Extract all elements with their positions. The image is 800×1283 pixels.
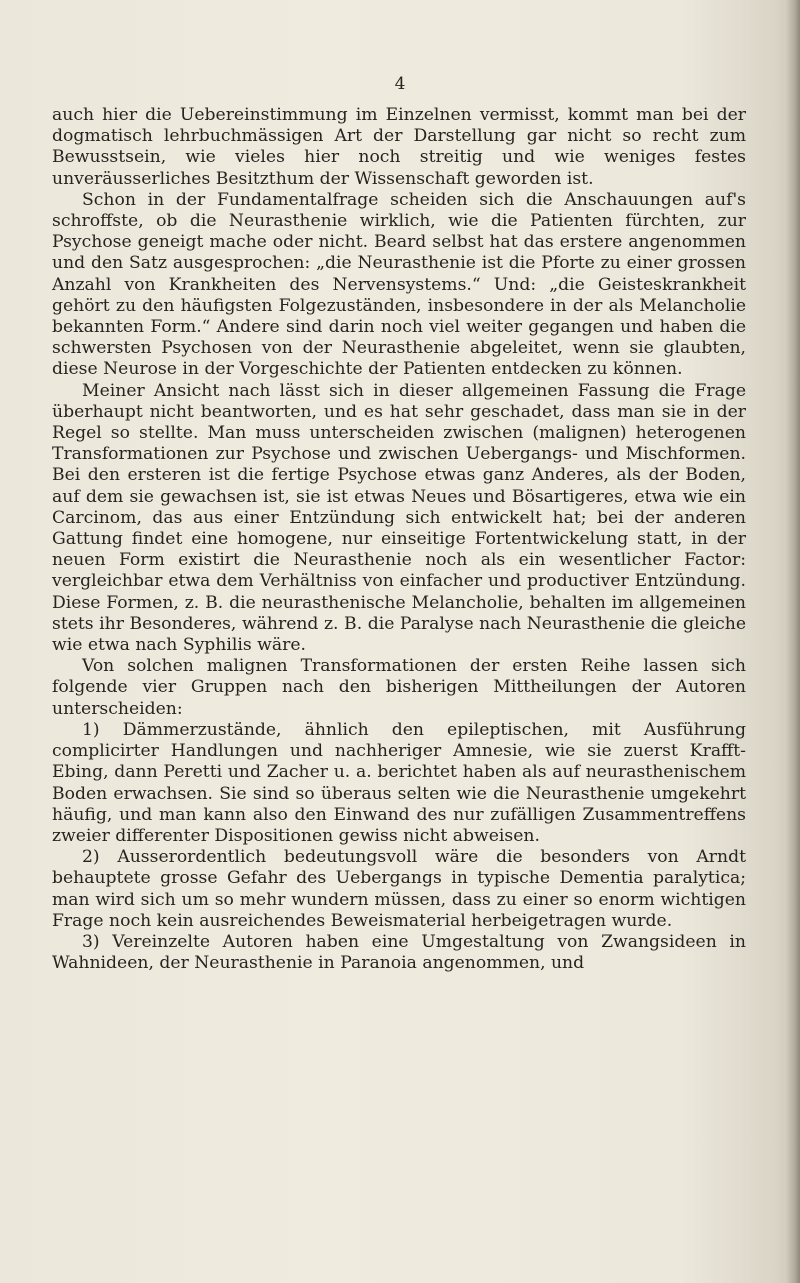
paragraph: auch hier die Uebereinstimmung im Einzelnen vermisst, kommt man bei der dogmatisch lehrbuchmässigen Art der Darstellung gar nicht so recht zum Bewusstsein, wie vieles hier noch streitig und wie weniges festes unveräusserliches Besitzthum der Wissenschaft geworden ist. xyxy=(52,105,746,189)
paragraph: Meiner Ansicht nach lässt sich in dieser allgemeinen Fassung die Frage überhaupt nicht beantworten, und es hat sehr geschadet, dass man sie in der Regel so stellte. Man muss unterscheiden zwischen (malignen) heterogenen Transformationen zur Psychose und zwischen Uebergangs- und Mischformen. Bei den ersteren ist die fertige Psychose etwas ganz Anderes, als der Boden, auf dem sie gewachsen ist, sie ist etwas Neues und Bösartigeres, etwa wie ein Carcinom, das aus einer Entzündung sich entwickelt hat; bei der anderen Gattung findet eine homogene, nur einseitige Fortentwickelung statt, in der neuen Form existirt die Neurasthenie noch als ein wesentlicher Factor: vergleichbar etwa dem Verhältniss von einfacher und productiver Entzündung. Diese Formen, z. B. die neurasthenische Melancholie, behalten im allgemeinen stets ihr Besonderes, während z. B. die Paralyse nach Neurasthenie die gleiche wie etwa nach Syphilis wäre. xyxy=(52,380,746,656)
page-edge-shadow xyxy=(786,0,800,1283)
paragraph: Schon in der Fundamentalfrage scheiden sich die Anschauungen auf's schroffste, ob die Neurasthenie wirklich, wie die Patienten fürchten, zur Psychose geneigt mache oder nicht. Beard selbst hat das erstere angenommen und den Satz ausgesprochen: „die Neurasthenie ist die Pforte zu einer grossen Anzahl von Krankheiten des Nervensystems.“ Und: „die Geisteskrankheit gehört zu den häufigsten Folgezuständen, insbesondere in der als Melancholie bekannten Form.“ Andere sind darin noch viel weiter gegangen und haben die schwersten Psychosen von der Neurasthenie abgeleitet, wenn sie glaubten, diese Neurose in der Vorgeschichte der Patienten entdecken zu können. xyxy=(52,189,746,380)
page-number: 4 xyxy=(394,74,406,94)
paragraph: 1) Dämmerzustände, ähnlich den epileptischen, mit Ausführung complicirter Handlungen und nachheriger Amnesie, wie sie zuerst Krafft-Ebing, dann Peretti und Zacher u. a. berichtet haben als auf neurasthenischem Boden erwachsen. Sie sind so überaus selten wie die Neurasthenie umgekehrt häufig, und man kann also den Einwand des nur zufälligen Zusammentreffens zweier differenter Dispositionen gewiss nicht abweisen. xyxy=(52,719,746,846)
paragraph: 2) Ausserordentlich bedeutungsvoll wäre die besonders von Arndt behauptete grosse Gefahr des Uebergangs in typische Dementia paralytica; man wird sich um so mehr wundern müssen, dass zu einer so enorm wichtigen Frage noch kein ausreichendes Beweismaterial herbeigetragen wurde. xyxy=(52,847,746,931)
paragraph: 3) Vereinzelte Autoren haben eine Umgestaltung von Zwangsideen in Wahnideen, der Neurasthenie in Paranoia angenommen, und xyxy=(52,931,746,974)
body-text xyxy=(52,105,746,974)
paragraph: Von solchen malignen Transformationen der ersten Reihe lassen sich folgende vier Gruppen nach den bisherigen Mittheilungen der Autoren unterscheiden: xyxy=(52,656,746,719)
